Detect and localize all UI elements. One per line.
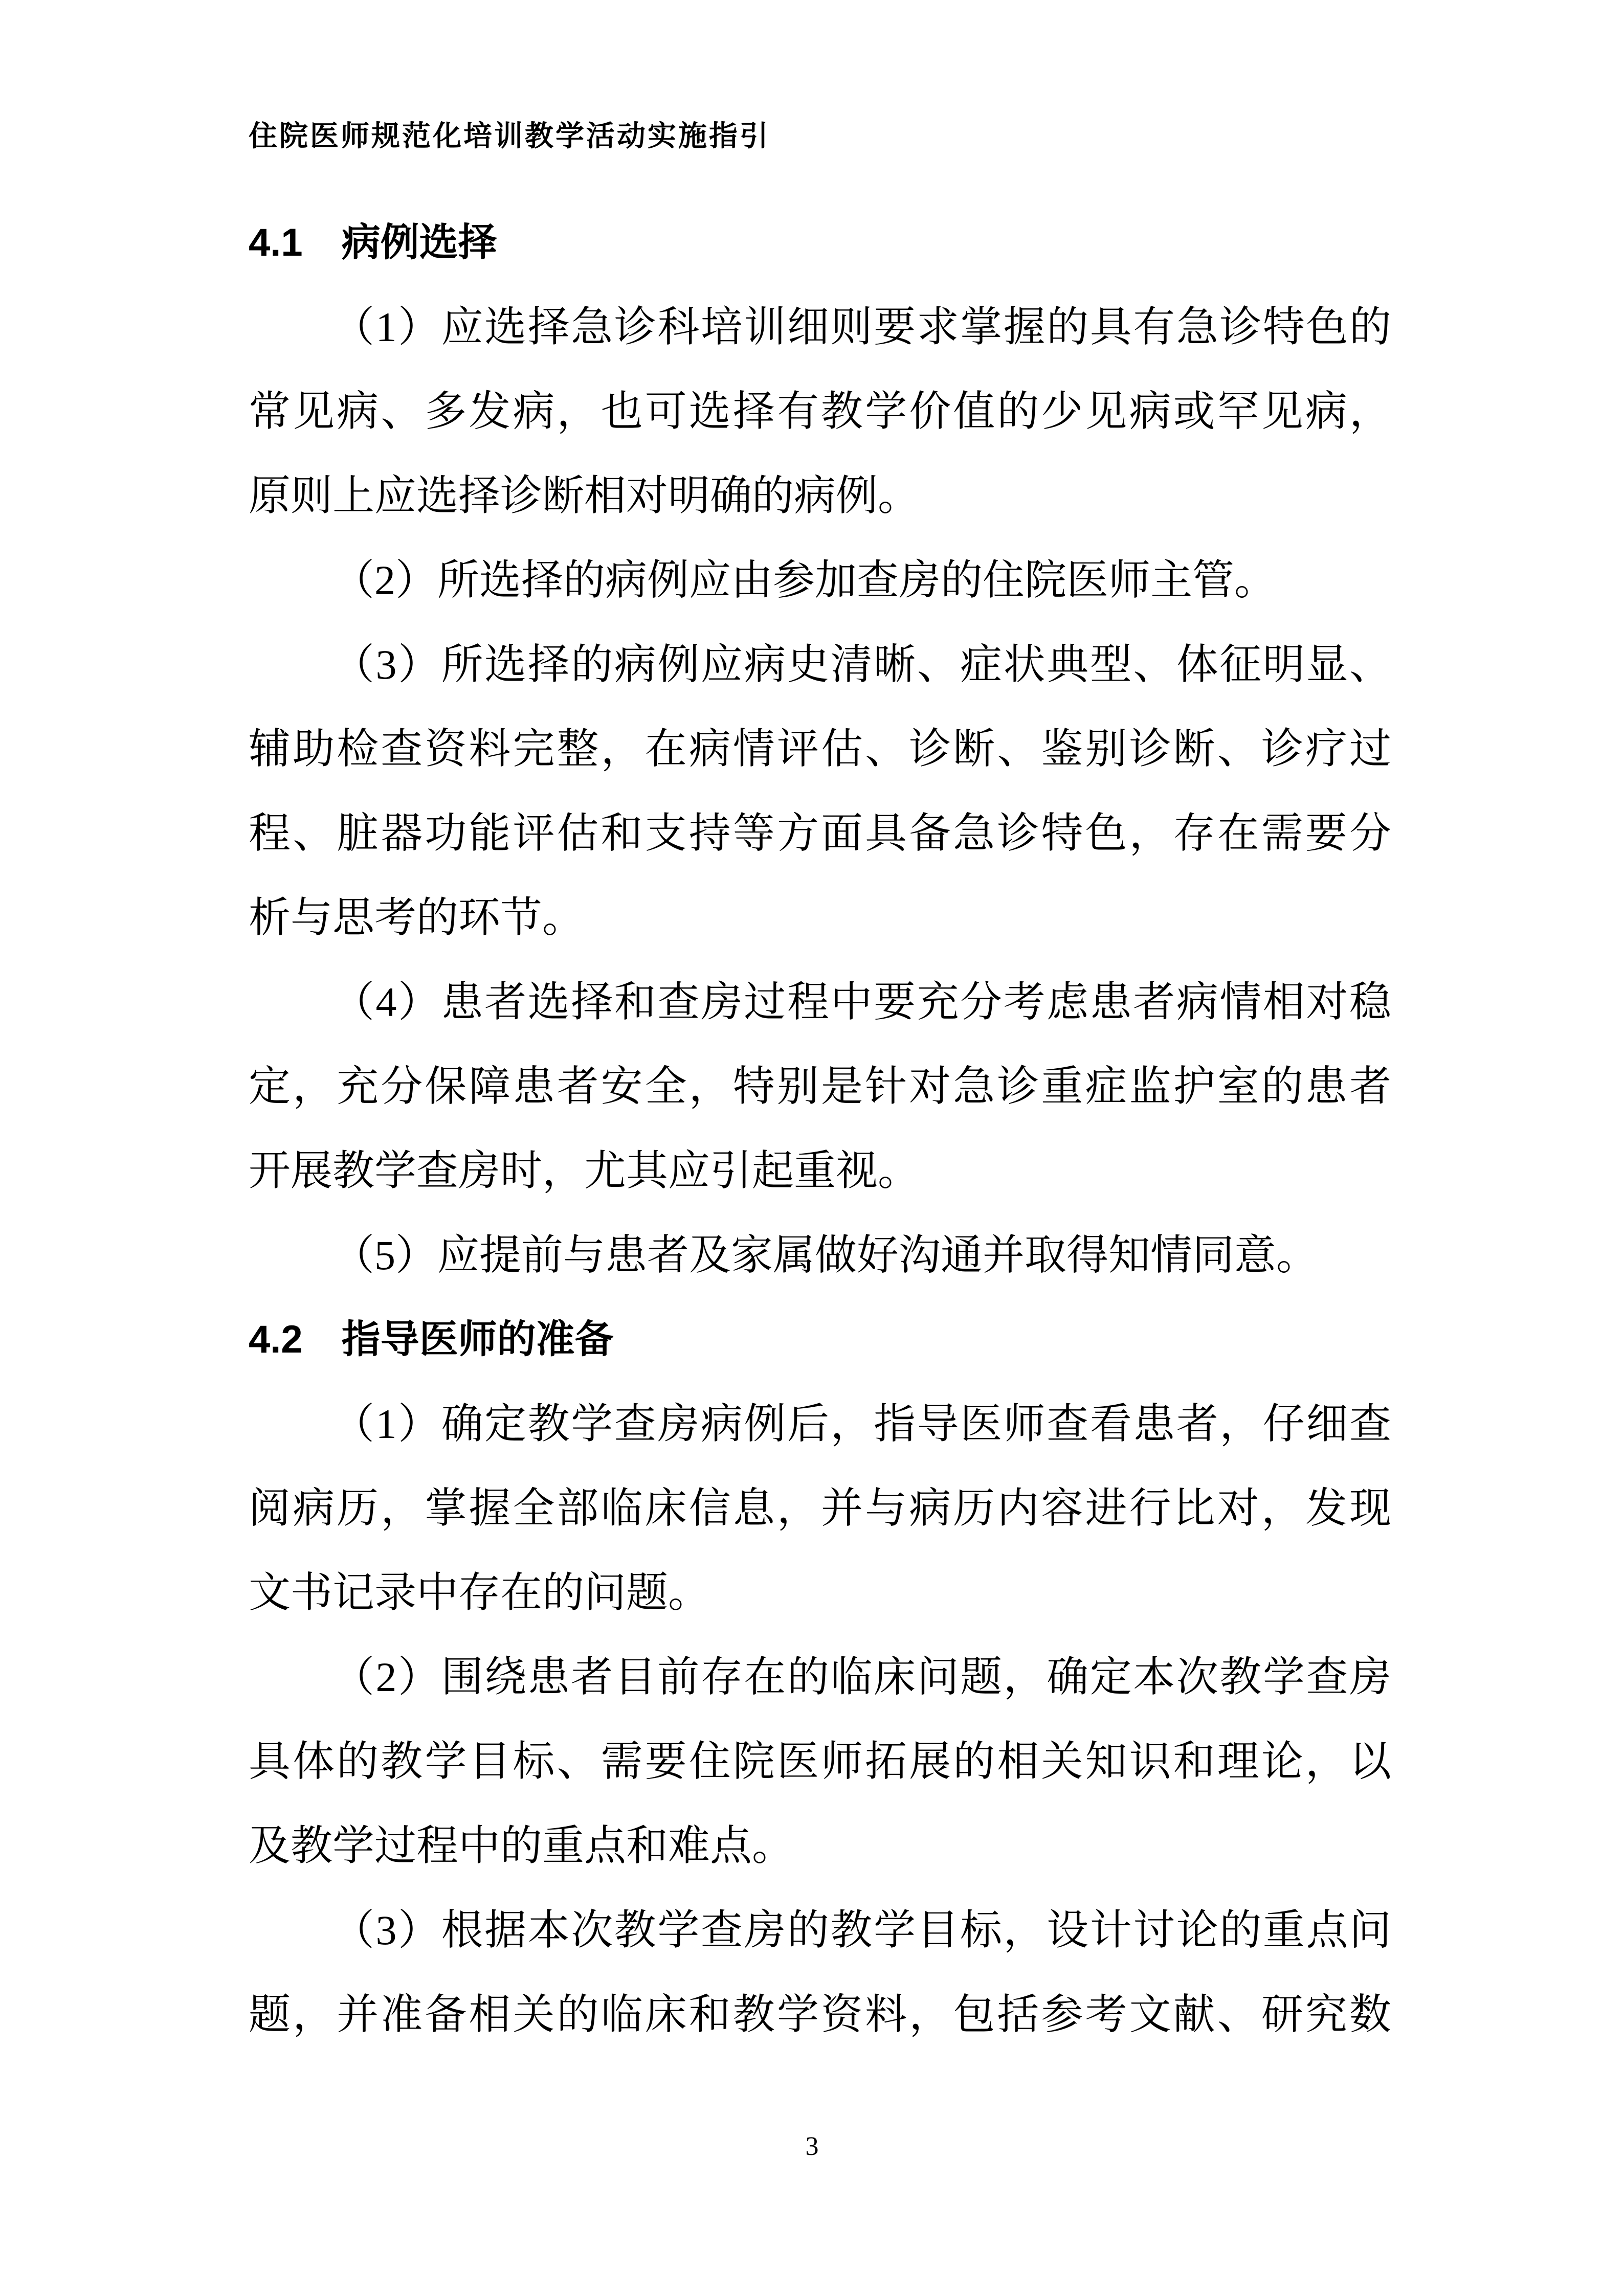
section-heading: 4.1 病例选择	[249, 221, 497, 264]
text-line: 及教学过程中的重点和难点。	[249, 1822, 794, 1869]
text-line: （2）围绕患者目前存在的临床问题，确定本次教学查房	[332, 1654, 1391, 1700]
text-line: 定，充分保障患者安全，特别是针对急诊重症监护室的患者	[249, 1063, 1391, 1110]
text-line: 程、脏器功能评估和支持等方面具备急诊特色，存在需要分	[249, 810, 1391, 857]
text-line: 题，并准备相关的临床和教学资料，包括参考文献、研究数	[249, 1991, 1391, 2038]
text-line: 原则上应选择诊断相对明确的病例。	[249, 472, 920, 519]
text-line: 阅病历，掌握全部临床信息，并与病历内容进行比对，发现	[249, 1485, 1391, 1532]
page-header-title: 住院医师规范化培训教学活动实施指引	[249, 120, 770, 152]
page-number: 3	[805, 2132, 819, 2161]
text-line: 常见病、多发病，也可选择有教学价值的少见病或罕见病，	[249, 388, 1391, 435]
text-line: （4）患者选择和查房过程中要充分考虑患者病情相对稳	[332, 979, 1391, 1025]
text-line: 文书记录中存在的问题。	[249, 1569, 710, 1616]
text-line: （1）确定教学查房病例后，指导医师查看患者，仔细查	[332, 1401, 1391, 1447]
text-line: （3）所选择的病例应病史清晰、症状典型、体征明显、	[332, 641, 1391, 688]
document-body	[249, 200, 1391, 2057]
text-line: 具体的教学目标、需要住院医师拓展的相关知识和理论，以	[249, 1738, 1391, 1785]
text-line: （2）所选择的病例应由参加查房的住院医师主管。	[332, 557, 1277, 603]
text-line: （5）应提前与患者及家属做好沟通并取得知情同意。	[332, 1232, 1319, 1278]
text-line: 开展教学查房时，尤其应引起重视。	[249, 1147, 920, 1194]
text-line: （1）应选择急诊科培训细则要求掌握的具有急诊特色的	[332, 304, 1391, 350]
section-heading: 4.2 指导医师的准备	[249, 1318, 614, 1361]
text-line: 辅助检查资料完整，在病情评估、诊断、鉴别诊断、诊疗过	[249, 726, 1391, 772]
text-line: 析与思考的环节。	[249, 894, 585, 941]
text-line: （3）根据本次教学查房的教学目标，设计讨论的重点问	[332, 1907, 1391, 1953]
